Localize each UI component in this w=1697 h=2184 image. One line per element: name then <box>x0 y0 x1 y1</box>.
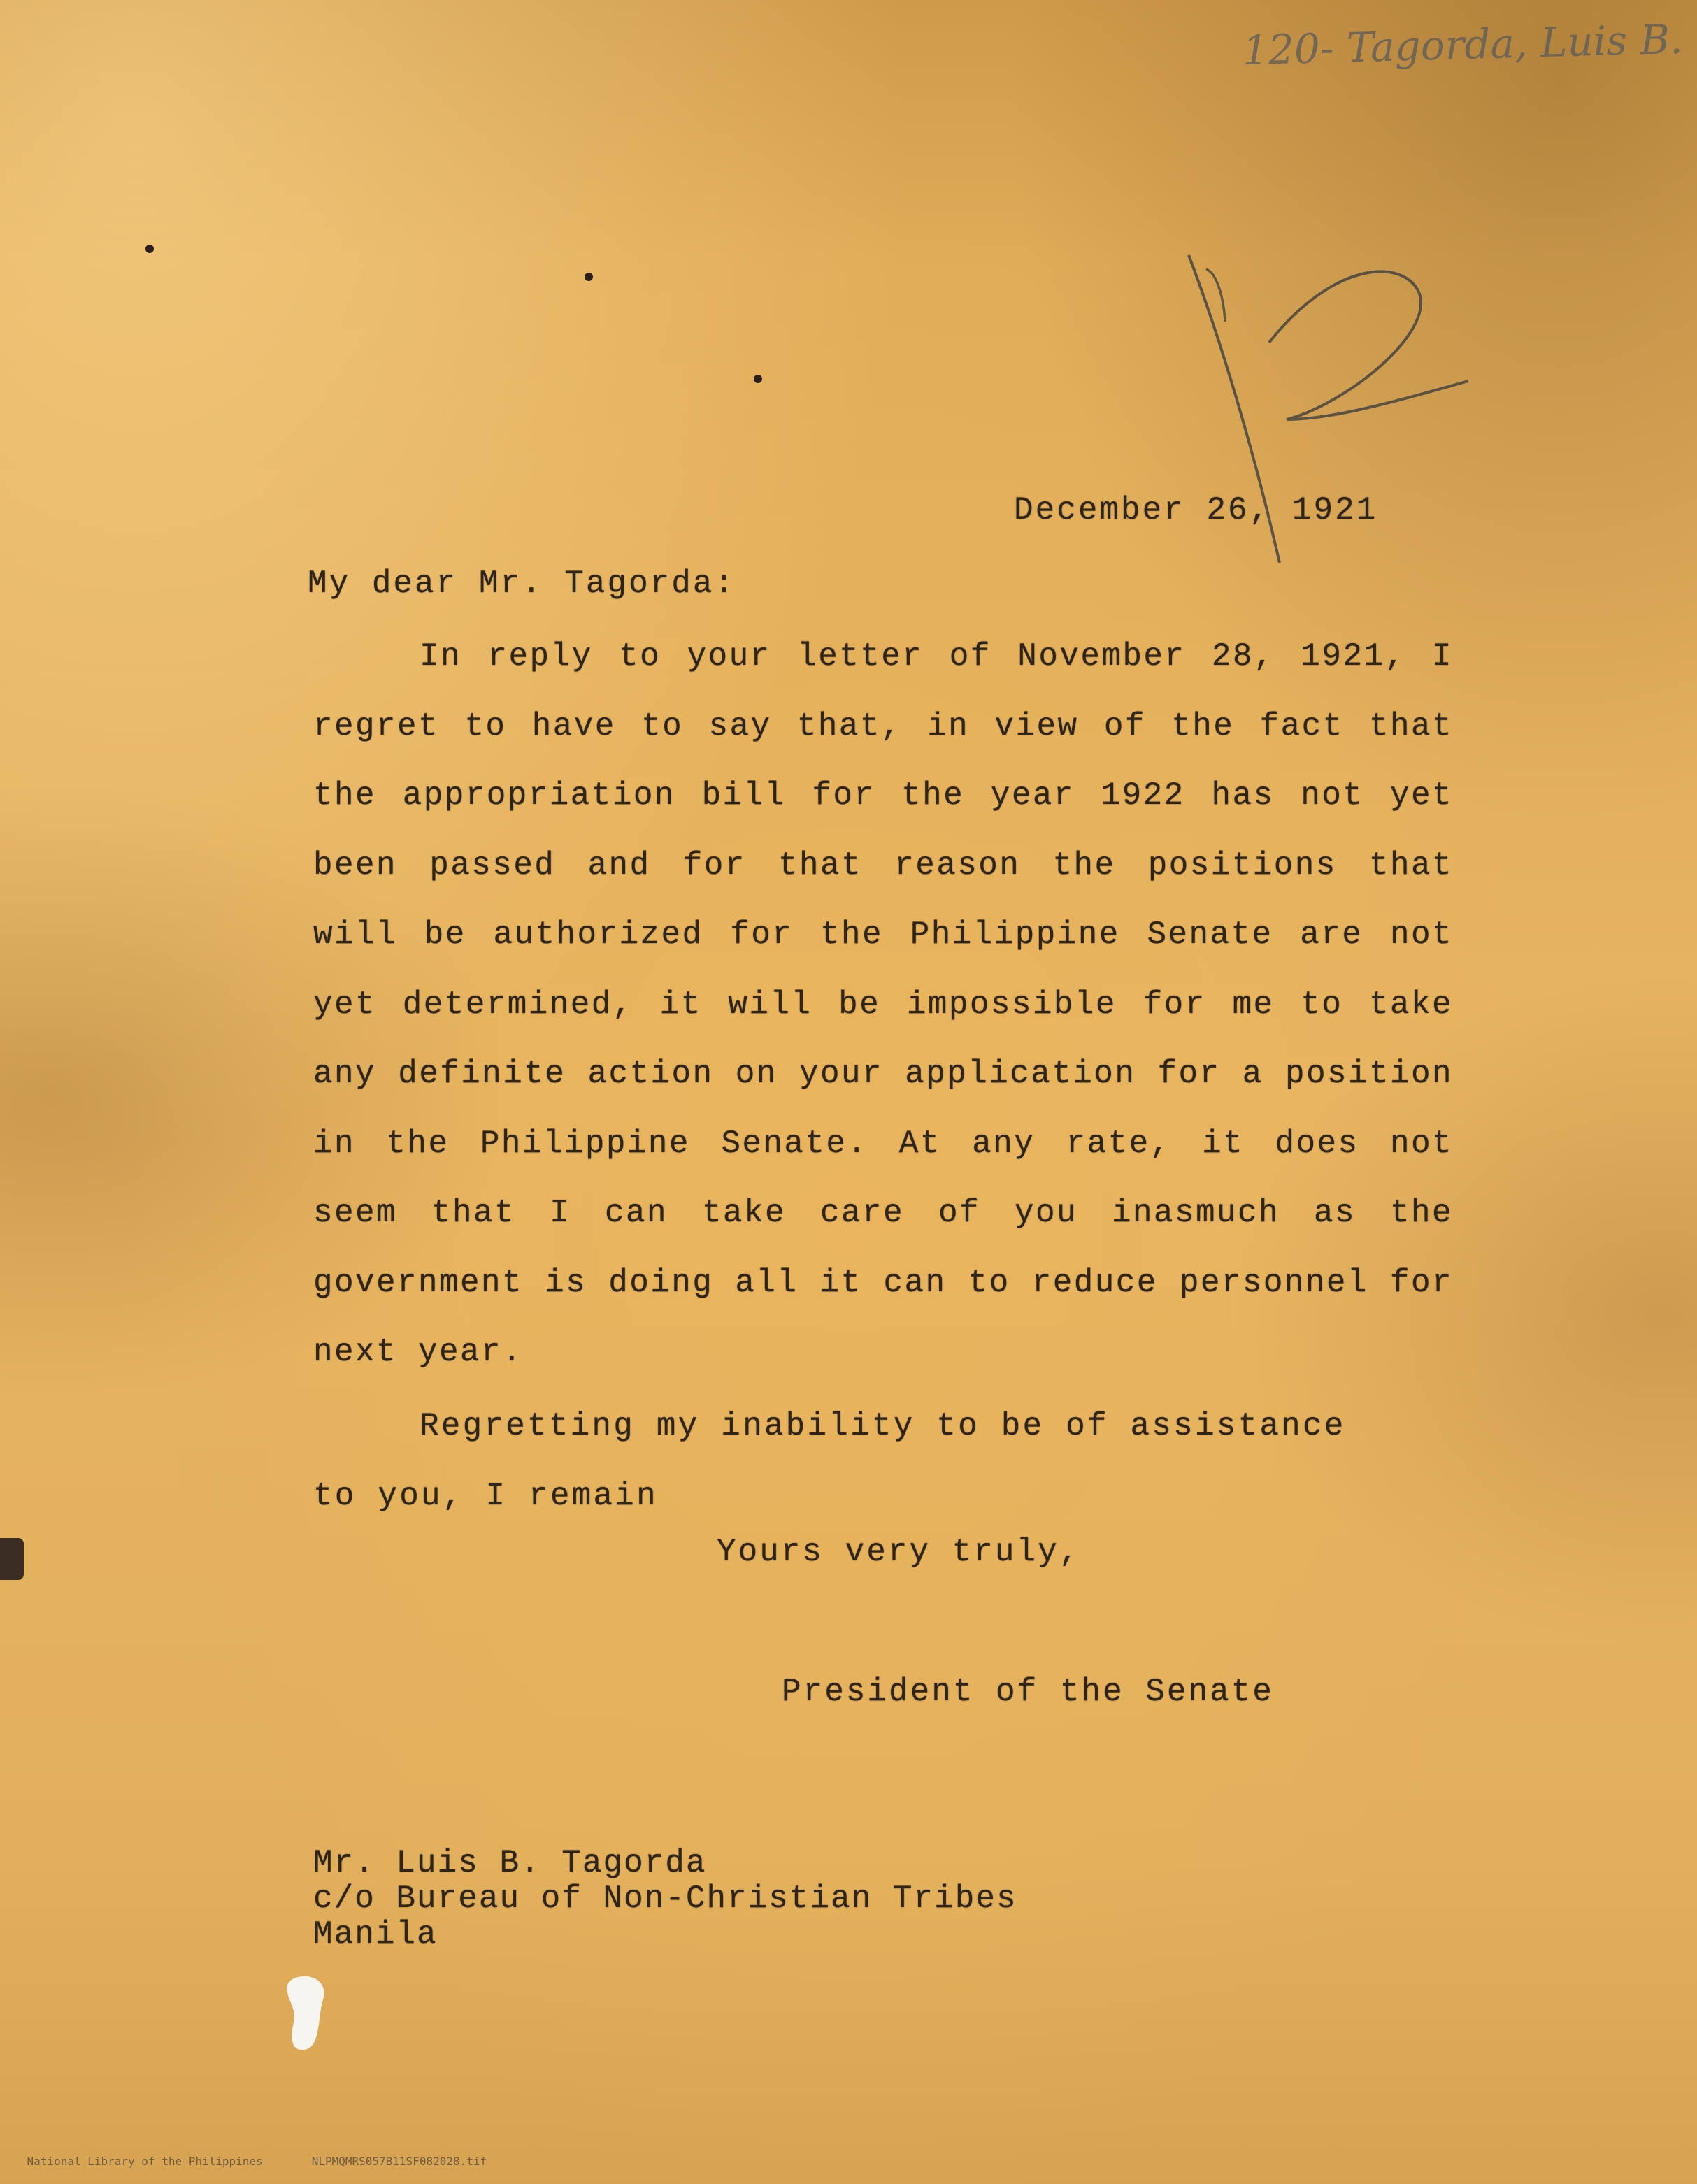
recipient-name: Mr. Luis B. Tagorda <box>313 1845 707 1881</box>
ink-speck <box>145 245 154 253</box>
recipient-city: Manila <box>313 1916 438 1953</box>
letter-body-paragraph-1: In reply to your letter of November 28, 1921, I regret to have to say that, in view of the fact that the appropriation bill for the year 1922 has not yet been passed and for that reason the positions that will be authorized for the Philippine Senate are not yet determined, it will be impossible for me to take any definite action on your application for a position in the Philippine Senate. At any rate, it does not seem that I can take care of you inasmuch as the government is doing all it can to reduce personnel for next year. <box>313 638 1453 1370</box>
recipient-care-of: c/o Bureau of Non-Christian Tribes <box>313 1881 1017 1917</box>
ink-speck <box>585 273 593 281</box>
archive-file-id: NLPMQMRS057B11SF082028.tif <box>311 2155 487 2168</box>
signature-title: President of the Senate <box>782 1674 1274 1710</box>
letter-date: December 26, 1921 <box>1014 492 1378 529</box>
letter-body-paragraph-2: Regretting my inability to be of assistance to you, I remain <box>313 1408 1346 1514</box>
binding-clip-mark <box>0 1538 24 1580</box>
handwritten-file-note: 120- Tagorda, Luis B. <box>1242 15 1684 75</box>
paper-hole-icon <box>280 1971 336 2055</box>
archive-label: National Library of the Philippines <box>27 2155 263 2168</box>
ink-speck <box>754 375 762 383</box>
letter-salutation: My dear Mr. Tagorda: <box>308 566 736 602</box>
recipient-address <box>313 1846 1017 1953</box>
letter-closing: Yours very truly, <box>717 1534 1081 1570</box>
archive-footer <box>0 2141 536 2181</box>
